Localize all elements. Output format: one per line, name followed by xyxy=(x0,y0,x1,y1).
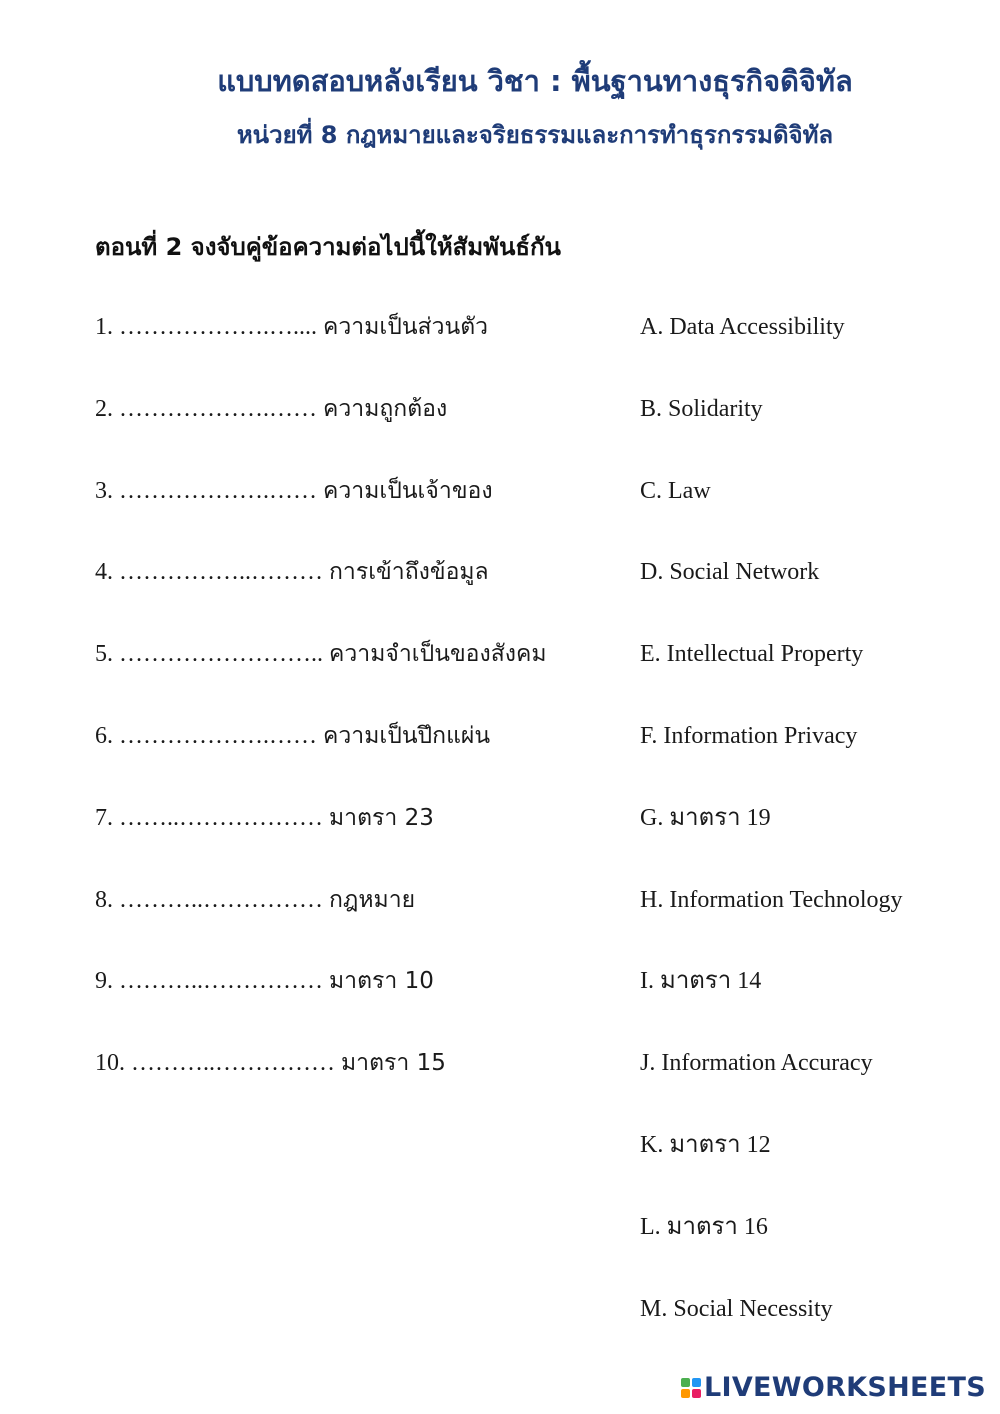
answer-option: L. มาตรา 16 xyxy=(640,1213,768,1240)
answer-option: I. มาตรา 14 xyxy=(640,968,762,995)
question-term: การเข้าถึงข้อมูล xyxy=(329,559,489,586)
answer-blank[interactable]: ……..……………… xyxy=(119,804,323,831)
question-number: 8. xyxy=(95,886,113,913)
question-item xyxy=(95,798,547,880)
question-number: 2. xyxy=(95,395,113,422)
question-term: ความเป็นเจ้าของ xyxy=(323,477,493,504)
question-item xyxy=(95,634,547,716)
question-item xyxy=(95,552,547,634)
answer-option: C. Law xyxy=(640,477,711,504)
answer-option: G. มาตรา 19 xyxy=(640,804,771,831)
question-number: 4. xyxy=(95,559,113,586)
worksheet-title: แบบทดสอบหลังเรียน วิชา : พื้นฐานทางธุรกิจดิจิทัล xyxy=(217,64,853,98)
question-item xyxy=(95,961,547,1043)
question-item xyxy=(95,880,547,962)
answer-blank[interactable]: …………………….. xyxy=(119,641,323,668)
question-term: มาตรา 23 xyxy=(329,804,434,831)
answer-option: B. Solidarity xyxy=(640,395,763,422)
section-instruction: ตอนที่ 2 จงจับคู่ข้อความต่อไปนี้ให้สัมพันธ์กัน xyxy=(95,233,561,261)
question-item xyxy=(95,307,547,389)
answer-option: H. Information Technology xyxy=(640,886,903,913)
question-item xyxy=(95,389,547,471)
question-term: ความเป็นปึกแผ่น xyxy=(323,722,491,749)
liveworksheets-logo-icon xyxy=(681,1378,701,1398)
answer-blank[interactable]: ………..…………… xyxy=(119,968,323,995)
answer-blank[interactable]: ……………….…… xyxy=(119,477,317,504)
answer-option: K. มาตรา 12 xyxy=(640,1131,771,1158)
question-term: ความจำเป็นของสังคม xyxy=(329,641,547,668)
liveworksheets-logo xyxy=(681,1372,986,1403)
question-term: กฎหมาย xyxy=(329,886,416,913)
answer-blank[interactable]: ………..…………… xyxy=(131,1050,335,1077)
answer-option: J. Information Accuracy xyxy=(640,1050,873,1077)
question-number: 9. xyxy=(95,968,113,995)
question-number: 6. xyxy=(95,722,113,749)
question-number: 10. xyxy=(95,1050,125,1077)
answer-blank[interactable]: ……………….…… xyxy=(119,722,317,749)
liveworksheets-logo-text: LIVEWORKSHEETS xyxy=(703,1372,986,1403)
question-number: 1. xyxy=(95,314,113,340)
question-item xyxy=(95,471,547,553)
question-term: มาตรา 15 xyxy=(341,1050,446,1077)
answer-option: M. Social Necessity xyxy=(640,1295,833,1322)
question-term: มาตรา 10 xyxy=(329,968,434,995)
unit-subtitle: หน่วยที่ 8 กฎหมายและจริยธรรมและการทำธุรกรรมดิจิทัล xyxy=(236,121,834,149)
question-item xyxy=(95,1043,547,1125)
question-number: 7. xyxy=(95,804,113,831)
question-term: ความถูกต้อง xyxy=(323,395,448,422)
answer-option: E. Intellectual Property xyxy=(640,641,864,668)
answer-option: A. Data Accessibility xyxy=(640,314,845,340)
answer-blank[interactable]: ………..…………… xyxy=(119,886,323,913)
question-number: 3. xyxy=(95,477,113,504)
answer-blank[interactable]: ……………….….... xyxy=(119,314,317,340)
question-term: ความเป็นส่วนตัว xyxy=(323,314,489,340)
answer-option: F. Information Privacy xyxy=(640,722,858,749)
answer-option: D. Social Network xyxy=(640,559,820,586)
answer-blank[interactable]: ……………..……… xyxy=(119,559,323,586)
question-item xyxy=(95,716,547,798)
question-list xyxy=(95,307,547,1125)
question-number: 5. xyxy=(95,641,113,668)
answer-blank[interactable]: ……………….…… xyxy=(119,395,317,422)
answer-list xyxy=(640,307,903,1370)
